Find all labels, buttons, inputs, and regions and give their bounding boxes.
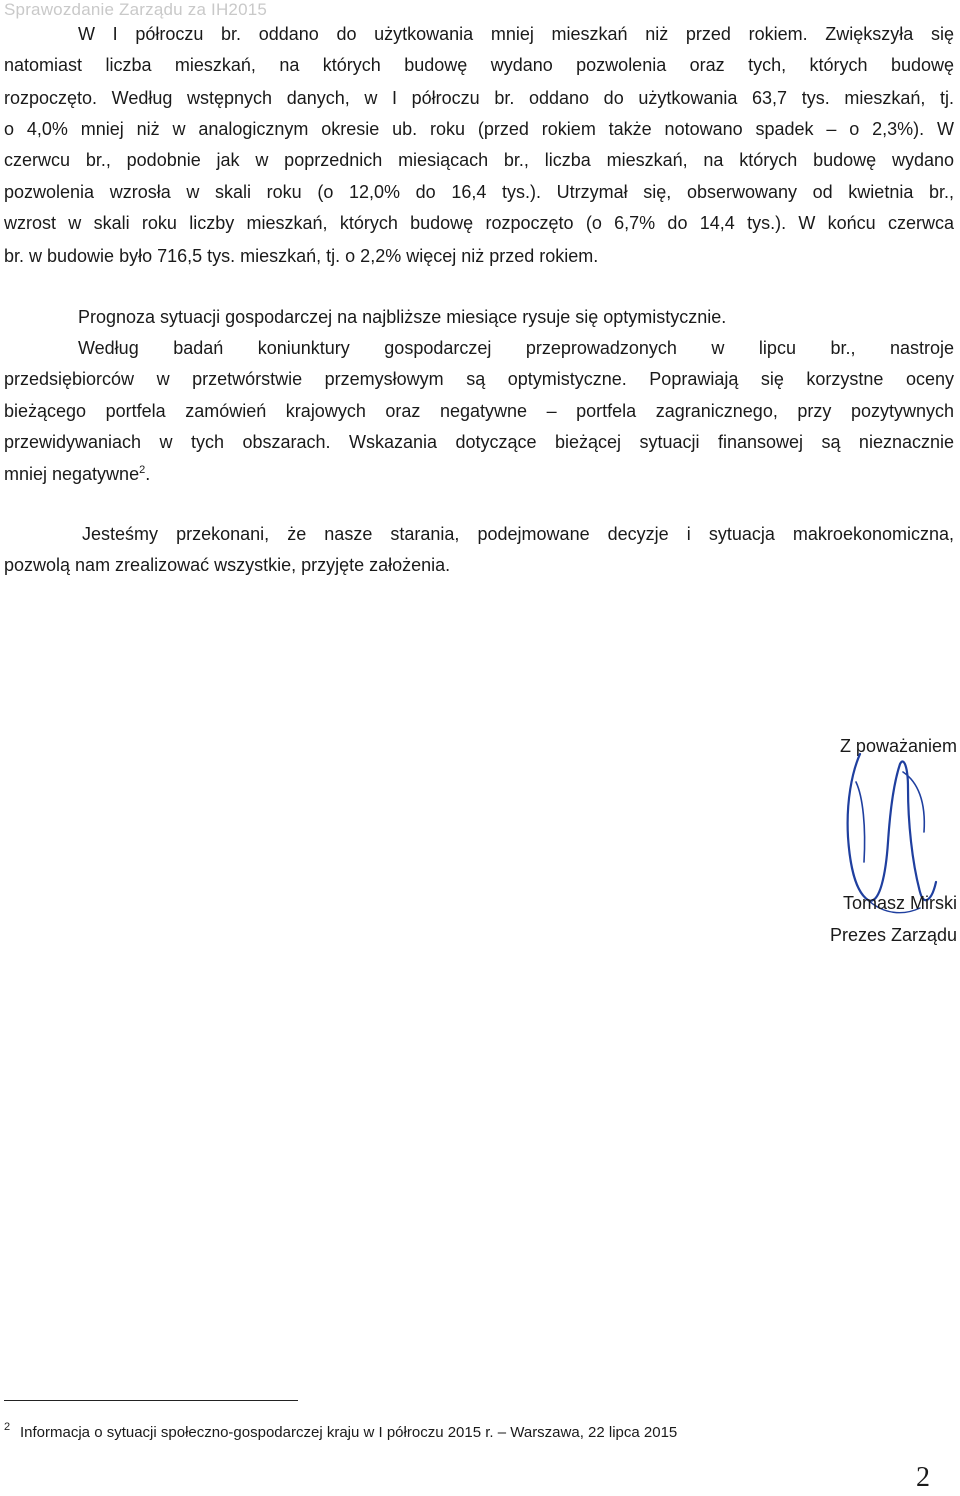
closing-salutation: Z poważaniem	[839, 736, 957, 756]
paragraph2-period: .	[145, 464, 151, 484]
paragraph2-line: Prognoza sytuacji gospodarczej na najbliższe miesiące rysuje się optymistycznie.	[78, 307, 727, 327]
signer-name: Tomasz Mirski	[842, 893, 957, 913]
paragraph3-line: Jesteśmy przekonani, że nasze starania, podejmowane decyzje i sytuacja makroekonomiczna,	[82, 524, 954, 544]
paragraph3-line: pozwolą nam zrealizować wszystkie, przyjęte założenia.	[4, 555, 451, 575]
paragraph1-line: br. w budowie było 716,5 tys. mieszkań, tj. o 2,2% więcej niż przed rokiem.	[4, 246, 599, 266]
paragraph1-line: pozwolenia wzrosła w skali roku (o 12,0% do 16,4 tys.). Utrzymał się, obserwowany od kwietnia br.,	[4, 182, 954, 202]
paragraph2-line: bieżącego portfela zamówień krajowych oraz negatywne – portfela zagranicznego, przy pozytywnych	[4, 401, 954, 421]
paragraph1-line: wzrost w skali roku liczby mieszkań, których budowę rozpoczęto (o 6,7% do 14,4 tys.). W końcu czerwca	[4, 213, 954, 233]
paragraph1-line: o 4,0% mniej niż w analogicznym okresie ub. roku (przed rokiem także notowano spadek – o 2,3%). W	[4, 119, 954, 139]
footnote-mark: 2	[4, 1421, 11, 1433]
paragraph2-line: przewidywaniach w tych obszarach. Wskazania dotyczące bieżącej sytuacji finansowej są nieznacznie	[4, 432, 954, 452]
paragraph2-line: przedsiębiorców w przetwórstwie przemysłowym są optymistyczne. Poprawiają się korzystne oceny	[4, 369, 954, 389]
footnote-divider	[4, 1400, 298, 1401]
footnote-reference[interactable]: 2	[139, 464, 146, 476]
paragraph2-line: Według badań koniunktury gospodarczej przeprowadzonych w lipcu br., nastroje	[78, 338, 954, 358]
paragraph2-line	[4, 462, 954, 486]
paragraph1-line: W I półroczu br. oddano do użytkowania mniej mieszkań niż przed rokiem. Zwiększyła się	[78, 24, 954, 44]
paragraph1-line: natomiast liczba mieszkań, na których budowę wydano pozwolenia oraz tych, których budowę	[4, 55, 954, 75]
signer-role: Prezes Zarządu	[829, 925, 957, 945]
paragraph1-line: czerwcu br., podobnie jak w poprzednich miesiącach br., liczba mieszkań, na których budowę wydano	[4, 150, 954, 170]
paragraph2-last-text: mniej negatywne	[4, 464, 140, 484]
footnote-text: Informacja o sytuacji społeczno-gospodarczej kraju w I półroczu 2015 r. – Warszawa, 22 lipca 2015	[20, 1424, 678, 1441]
paragraph1-line: rozpoczęto. Według wstępnych danych, w I półroczu br. oddano do użytkowania 63,7 tys. mieszkań, tj.	[4, 88, 954, 108]
page-number: 2	[916, 1462, 930, 1493]
running-header: Sprawozdanie Zarządu za IH2015	[4, 0, 268, 19]
